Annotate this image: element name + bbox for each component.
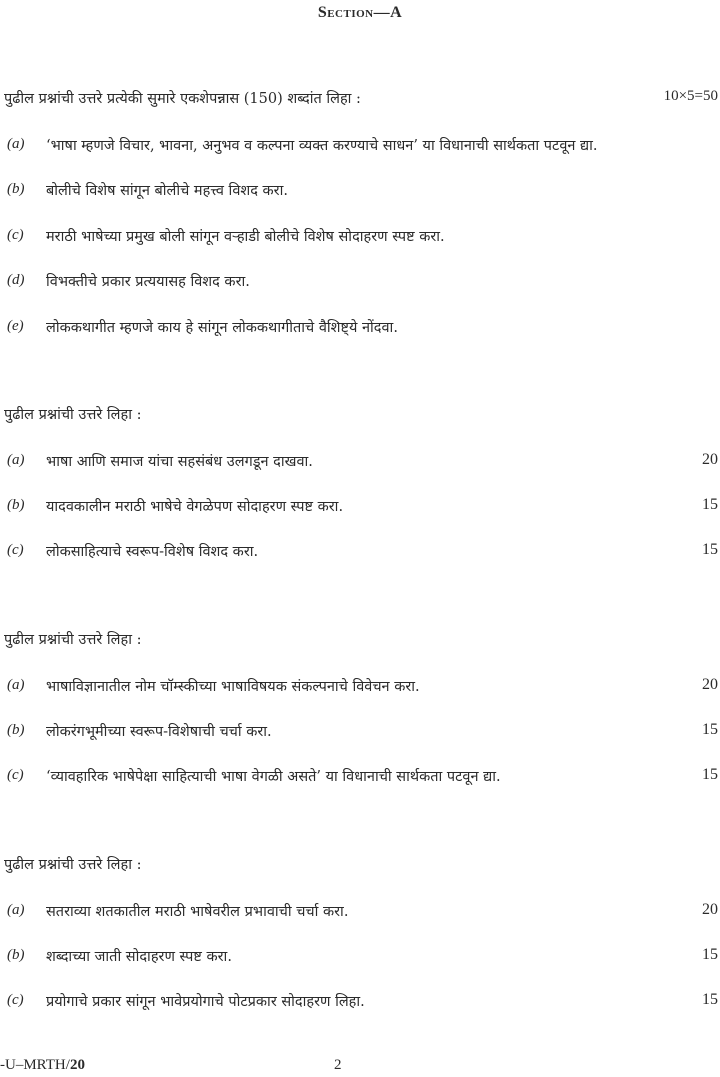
question-text: लोकरंगभूमीच्या स्वरूप-विशेषाची चर्चा करा. — [46, 724, 272, 740]
question-text: भाषाविज्ञानातील नोम चॉम्स्कीच्या भाषाविषयक संकल्पनाचे विवेचन करा. — [46, 679, 420, 695]
question-text: लोकसाहित्याचे स्वरूप-विशेष विशद करा. — [46, 544, 259, 560]
question-text: बोलीचे विशेष सांगून बोलीचे महत्त्व विशद करा. — [46, 183, 288, 199]
question-letter: (b) — [7, 947, 25, 963]
question-marks: 20 — [702, 451, 718, 468]
question-marks: 20 — [702, 676, 718, 693]
question-letter: (c) — [7, 227, 24, 243]
block-1-instruction: पुढील प्रश्नांची उत्तरे प्रत्येकी सुमारे एकशेपन्नास (150) शब्दांत लिहा : — [4, 91, 361, 107]
section-title: Section—A — [317, 4, 403, 21]
question-marks: 15 — [702, 541, 718, 558]
question-text: ‘व्यावहारिक भाषेपेक्षा साहित्याची भाषा वेगळी असते’ या विधानाची सार्थकता पटवून द्या. — [46, 769, 501, 785]
paper-code-prefix: -U–MRTH/ — [0, 1057, 70, 1073]
question-text: सतराव्या शतकातील मराठी भाषेवरील प्रभावाची चर्चा करा. — [46, 904, 349, 920]
paper-code — [0, 1057, 85, 1074]
question-text: लोककथागीत म्हणजे काय हे सांगून लोककथागीताचे वैशिष्ट्ये नोंदवा. — [46, 320, 398, 336]
page-number: 2 — [334, 1057, 342, 1073]
question-letter: (b) — [7, 181, 25, 197]
question-letter: (c) — [7, 542, 24, 558]
question-letter: (b) — [7, 497, 25, 513]
block-2-instruction: पुढील प्रश्नांची उत्तरे लिहा : — [4, 407, 142, 423]
question-text: भाषा आणि समाज यांचा सहसंबंध उलगडून दाखवा. — [46, 454, 313, 470]
block-4-instruction: पुढील प्रश्नांची उत्तरे लिहा : — [4, 857, 142, 873]
question-letter: (a) — [7, 452, 25, 468]
question-text: मराठी भाषेच्या प्रमुख बोली सांगून वऱ्हाडी बोलीचे विशेष सोदाहरण स्पष्ट करा. — [46, 229, 445, 245]
question-letter: (a) — [7, 136, 25, 152]
question-marks: 15 — [702, 721, 718, 738]
question-text: विभक्तीचे प्रकार प्रत्ययासह विशद करा. — [46, 274, 250, 290]
question-text: शब्दाच्या जाती सोदाहरण स्पष्ट करा. — [46, 949, 232, 965]
block-1-total-marks: 10×5=50 — [663, 88, 718, 104]
question-marks: 20 — [702, 901, 718, 918]
question-text: प्रयोगाचे प्रकार सांगून भावेप्रयोगाचे पोटप्रकार सोदाहरण लिहा. — [46, 994, 365, 1010]
question-letter: (b) — [7, 722, 25, 738]
question-letter: (c) — [7, 767, 24, 783]
question-letter: (d) — [7, 272, 25, 288]
question-letter: (a) — [7, 677, 25, 693]
question-marks: 15 — [702, 991, 718, 1008]
question-text: ‘भाषा म्हणजे विचार, भावना, अनुभव व कल्पना व्यक्त करण्याचे साधन’ या विधानाची सार्थकता पटवून द्या. — [46, 138, 598, 154]
question-marks: 15 — [702, 946, 718, 963]
question-marks: 15 — [702, 496, 718, 513]
question-letter: (e) — [7, 318, 24, 334]
question-letter: (c) — [7, 992, 24, 1008]
question-marks: 15 — [702, 766, 718, 783]
question-text: यादवकालीन मराठी भाषेचे वेगळेपण सोदाहरण स्पष्ट करा. — [46, 499, 344, 515]
paper-code-year: 20 — [69, 1057, 85, 1073]
question-letter: (a) — [7, 902, 25, 918]
block-3-instruction: पुढील प्रश्नांची उत्तरे लिहा : — [4, 632, 142, 648]
